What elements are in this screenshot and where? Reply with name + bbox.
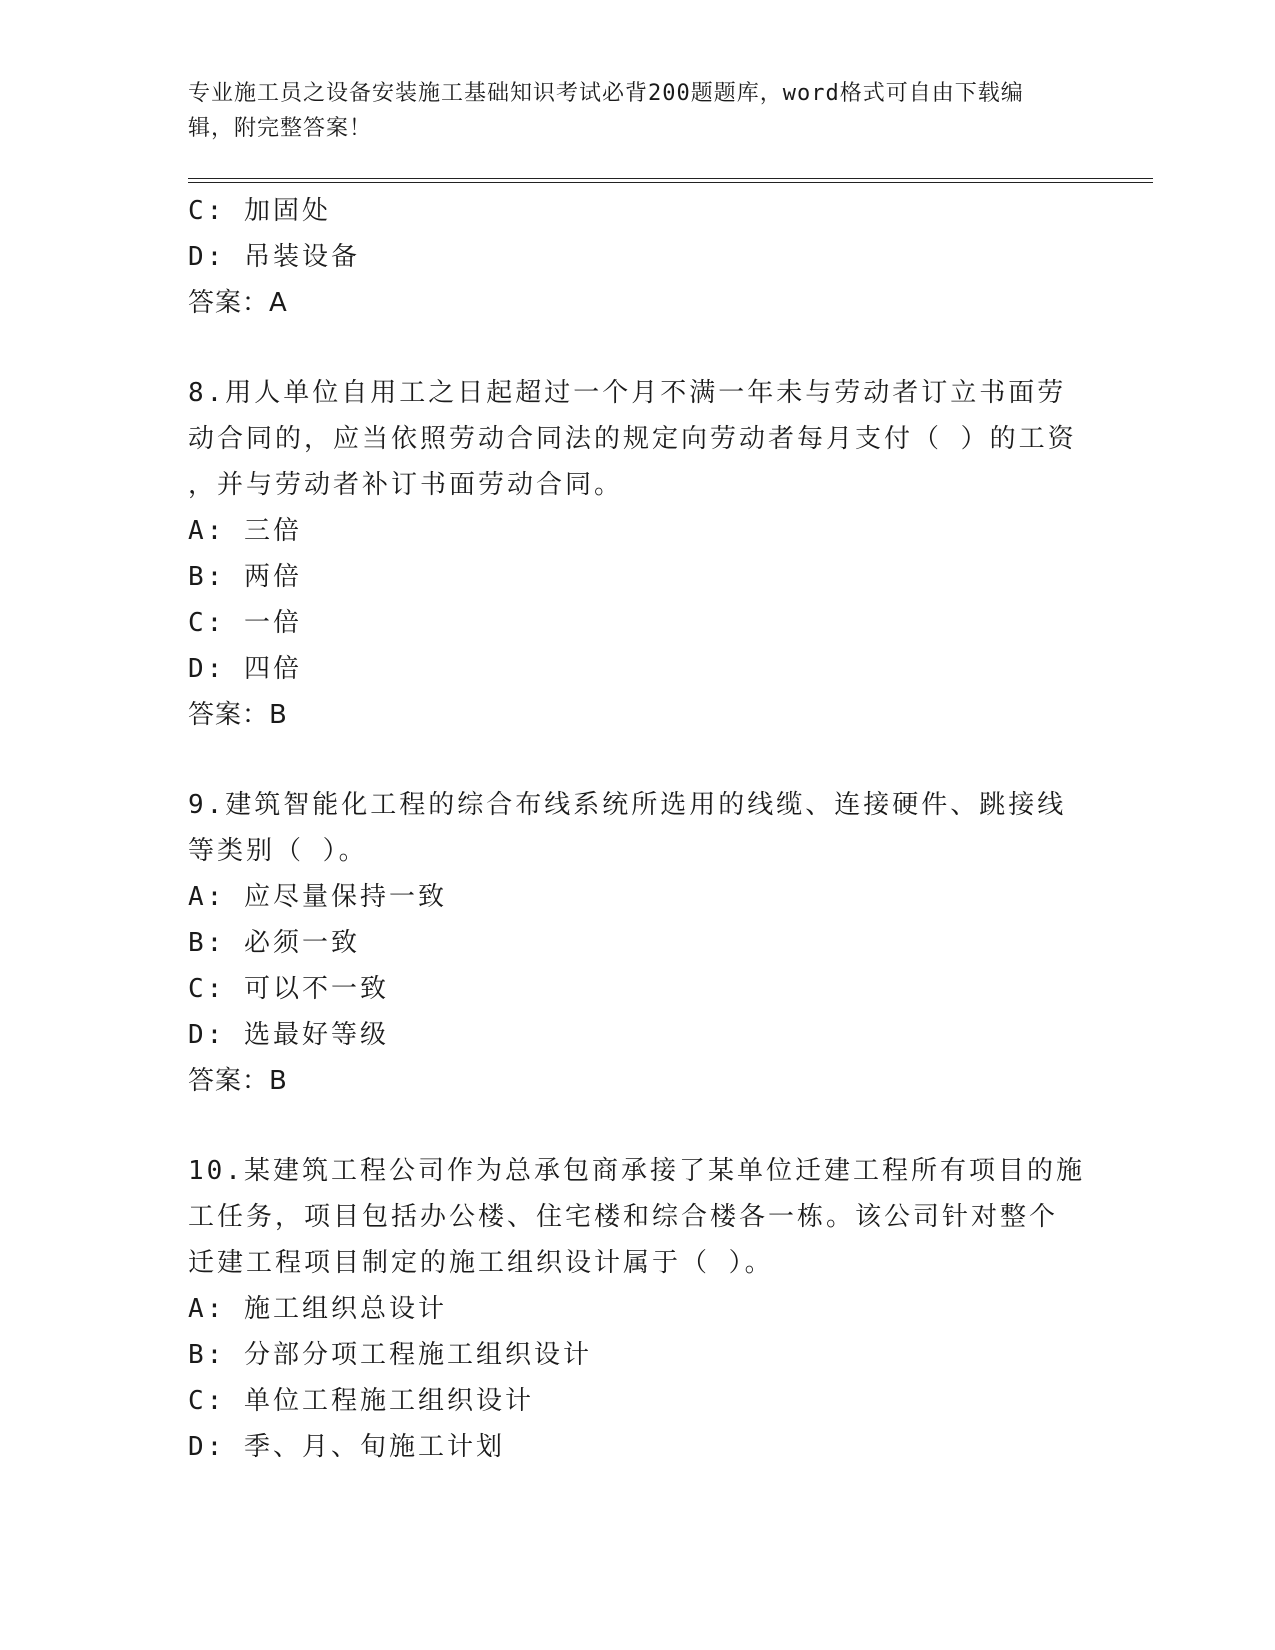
question-9: [188, 782, 1088, 1104]
option-d: D: 吊装设备: [188, 242, 360, 272]
option-c: C: 可以不一致: [188, 974, 389, 1004]
option-d: D: 四倍: [188, 654, 302, 684]
question-content: [188, 188, 1088, 1470]
question-stem-line: 9.建筑智能化工程的综合布线系统所选用的线缆、连接硬件、跳接线: [188, 790, 1067, 820]
document-header: 专业施工员之设备安装施工基础知识考试必背200题题库，word格式可自由下载编辑，附完整答案！: [188, 81, 1024, 141]
answer: 答案：B: [188, 1066, 288, 1096]
option-c: C: 加固处: [188, 196, 331, 226]
option-a: A: 应尽量保持一致: [188, 882, 447, 912]
option-d: D: 季、月、旬施工计划: [188, 1432, 505, 1462]
answer: 答案：A: [188, 288, 288, 318]
question-stem-line: 工任务，项目包括办公楼、住宅楼和综合楼各一栋。该公司针对整个: [188, 1202, 1059, 1232]
question-stem-line: ，并与劳动者补订书面劳动合同。: [188, 470, 624, 500]
question-10: [188, 1148, 1088, 1470]
option-b: B: 两倍: [188, 562, 302, 592]
question-8: [188, 370, 1088, 738]
question-stem-line: 8.用人单位自用工之日起超过一个月不满一年未与劳动者订立书面劳: [188, 378, 1067, 408]
header-divider: [188, 178, 1153, 183]
previous-question-tail: [188, 188, 1088, 326]
question-stem-line: 等类别（ ）。: [188, 836, 368, 866]
question-stem-line: 迁建工程项目制定的施工组织设计属于（ ）。: [188, 1248, 774, 1278]
question-stem-line: 10.某建筑工程公司作为总承包商承接了某单位迁建工程所有项目的施: [188, 1156, 1085, 1186]
option-b: B: 必须一致: [188, 928, 360, 958]
option-c: C: 单位工程施工组织设计: [188, 1386, 534, 1416]
option-b: B: 分部分项工程施工组织设计: [188, 1340, 592, 1370]
answer: 答案：B: [188, 700, 288, 730]
option-a: A: 三倍: [188, 516, 302, 546]
option-c: C: 一倍: [188, 608, 302, 638]
option-a: A: 施工组织总设计: [188, 1294, 447, 1324]
question-stem-line: 动合同的，应当依照劳动合同法的规定向劳动者每月支付（ ）的工资: [188, 424, 1077, 454]
option-d: D: 选最好等级: [188, 1020, 389, 1050]
